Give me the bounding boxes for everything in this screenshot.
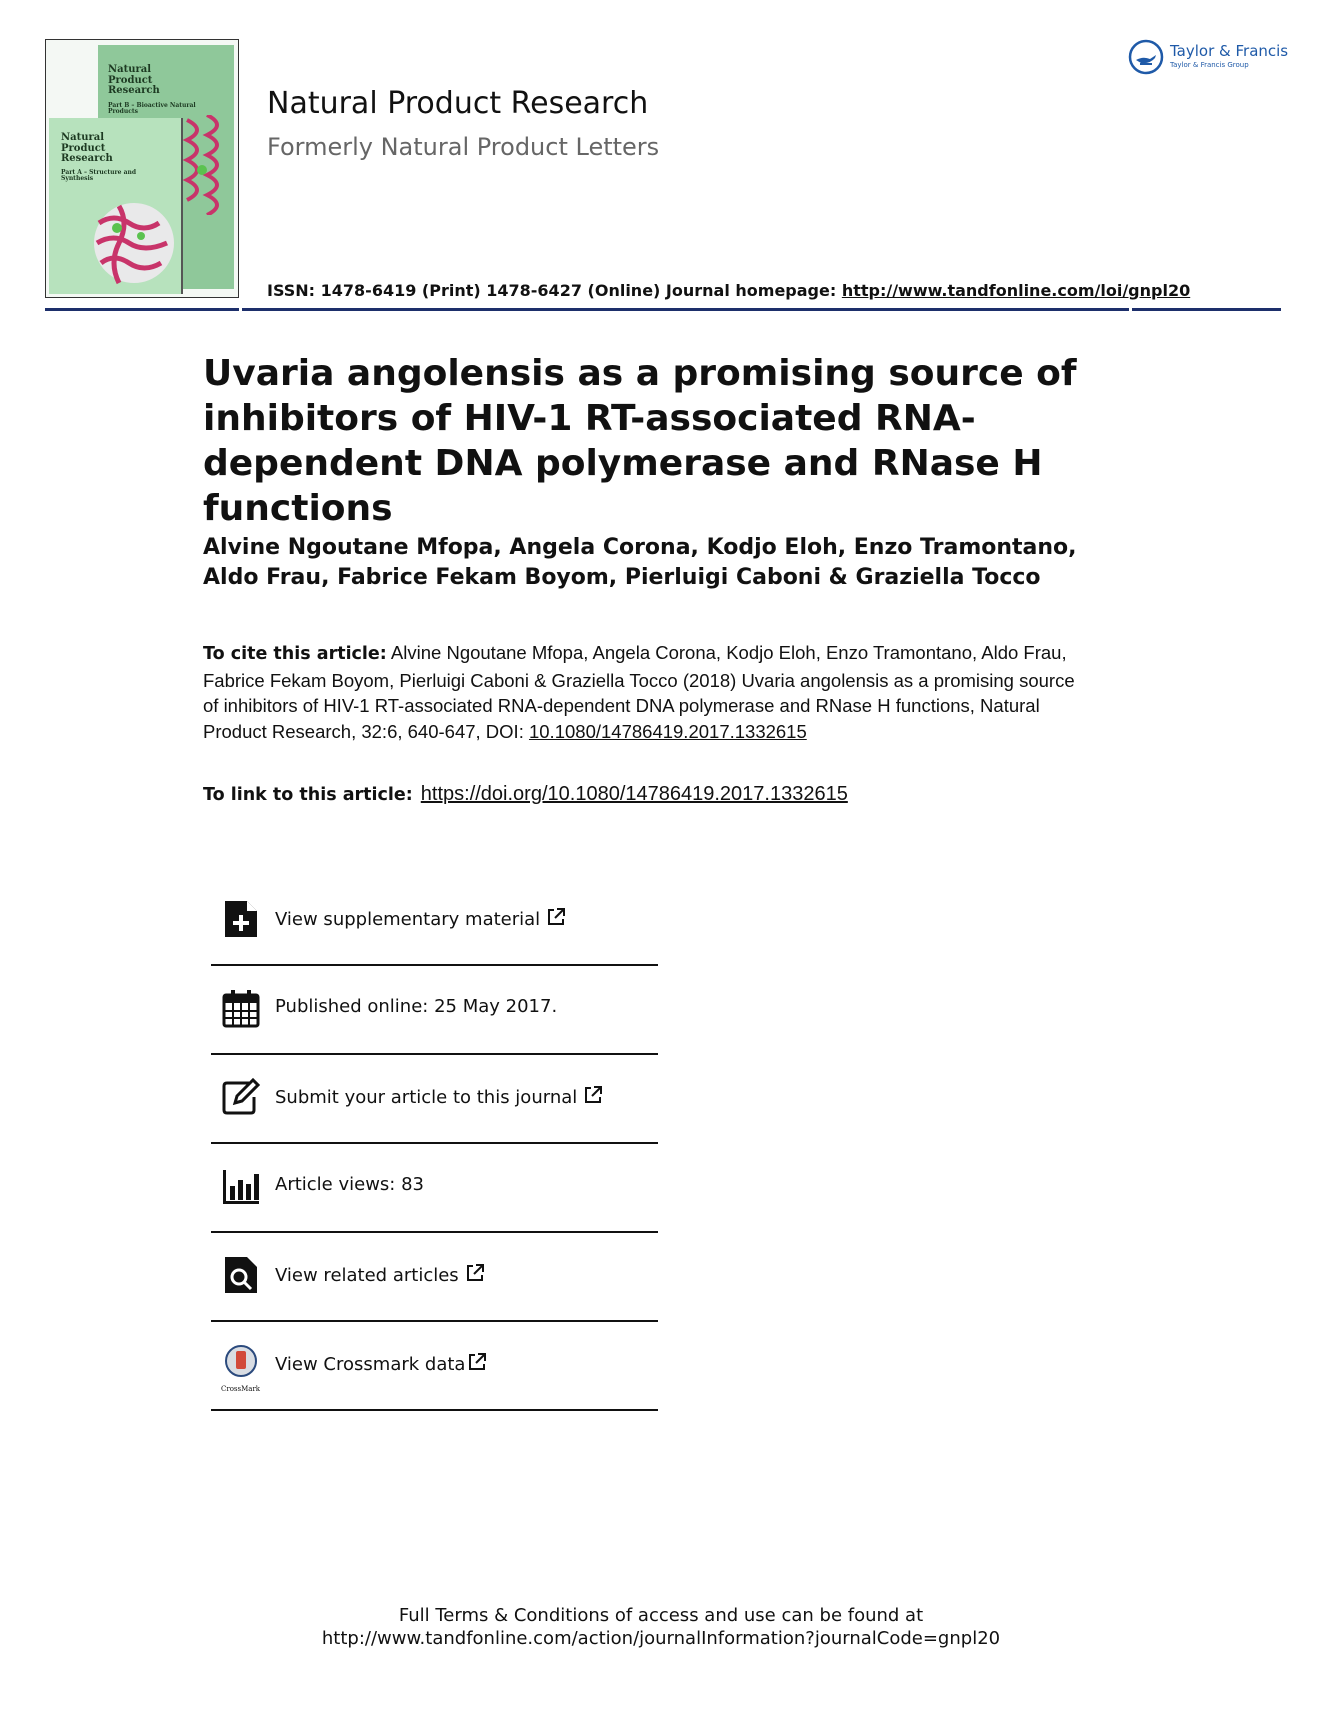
issn-text: ISSN: 1478-6419 (Print) 1478-6427 (Online) Journal homepage: — [267, 281, 842, 300]
crossmark-row[interactable] — [211, 1322, 658, 1411]
cover-back-title: Natural Product Research — [108, 64, 160, 96]
citation-text: Alvine Ngoutane Mfopa, Angela Corona, Kodjo Eloh, Enzo Tramontano, Aldo Frau, Fabrice Fekam Boyom, Pierluigi Caboni & Graziella Tocco (2018) Uvaria angolensis as a promising source of inhibitors of HIV-1 RT-associated RNA-dependent DNA polymerase and RNase H functions, Natural Product Research, 32:6, 640-647, DOI: — [203, 642, 1075, 742]
external-link-icon — [465, 1263, 485, 1283]
header-divider — [45, 308, 1281, 311]
footer-line-1: Full Terms & Conditions of access and use can be found at — [398, 1605, 924, 1626]
journal-title: Natural Product Research — [267, 86, 649, 121]
crossmark-icon — [221, 1344, 261, 1384]
edit-icon — [221, 1077, 261, 1117]
journal-subtitle: Formerly Natural Product Letters — [267, 133, 660, 161]
journal-cover-image — [45, 39, 239, 298]
publisher-logo[interactable] — [1127, 38, 1287, 76]
citation-block — [203, 640, 1083, 744]
supplementary-material-row[interactable] — [211, 877, 658, 966]
bar-chart-icon — [221, 1166, 261, 1206]
cover-front-title: Natural Product Research — [61, 132, 113, 164]
submit-article-label: Submit your article to this journal — [275, 1085, 603, 1108]
publisher-group: Taylor & Francis Group — [1170, 61, 1249, 69]
external-link-icon — [546, 907, 566, 927]
article-title: Uvaria angolensis as a promising source of inhibitors of HIV-1 RT-associated RNA-dependent DNA polymerase and RNase H functions — [203, 353, 1077, 529]
citation-label: To cite this article: — [203, 644, 387, 664]
related-articles-label: View related articles — [275, 1263, 485, 1286]
article-doi-url[interactable]: https://doi.org/10.1080/14786419.2017.1332615 — [420, 783, 848, 805]
submit-article-row[interactable] — [211, 1055, 658, 1144]
external-link-icon — [583, 1085, 603, 1105]
publisher-name: Taylor & Francis — [1170, 42, 1289, 60]
protein-globe-illustration — [89, 198, 179, 288]
search-document-icon — [221, 1255, 261, 1295]
protein-helix-illustration — [182, 115, 232, 215]
crossmark-icon-label: CrossMark — [221, 1385, 261, 1393]
footer-terms-link[interactable]: http://www.tandfonline.com/action/journalInformation?journalCode=gnpl20 — [321, 1628, 1001, 1649]
article-views-text: Article views: 83 — [275, 1174, 424, 1195]
related-articles-row[interactable] — [211, 1233, 658, 1322]
article-views-row — [211, 1144, 658, 1233]
external-link-icon — [467, 1352, 487, 1372]
cover-front-part: Part A – Structure and Synthesis — [61, 169, 137, 183]
supplementary-material-label: View supplementary material — [275, 907, 566, 930]
journal-homepage-link[interactable]: http://www.tandfonline.com/loi/gnpl20 — [841, 281, 1191, 300]
article-authors: Alvine Ngoutane Mfopa, Angela Corona, Kodjo Eloh, Enzo Tramontano, Aldo Frau, Fabrice Fekam Boyom, Pierluigi Caboni & Graziella Tocco — [203, 535, 1077, 590]
file-plus-icon — [221, 899, 261, 939]
article-link-label: To link to this article: — [203, 785, 413, 805]
published-online-row — [211, 966, 658, 1055]
issn-line — [267, 281, 1190, 300]
crossmark-label: View Crossmark data — [275, 1352, 487, 1375]
article-link-line — [203, 783, 848, 806]
footer-terms — [0, 1604, 1322, 1650]
cover-back-part: Part B – Bioactive Natural Products — [108, 102, 196, 116]
cover-front-panel — [49, 118, 183, 294]
citation-doi-link[interactable]: 10.1080/14786419.2017.1332615 — [528, 720, 807, 742]
calendar-icon — [221, 988, 261, 1028]
row-divider — [211, 1409, 658, 1411]
taylor-francis-lamp-icon — [1127, 38, 1165, 76]
published-online-text: Published online: 25 May 2017. — [275, 996, 558, 1017]
